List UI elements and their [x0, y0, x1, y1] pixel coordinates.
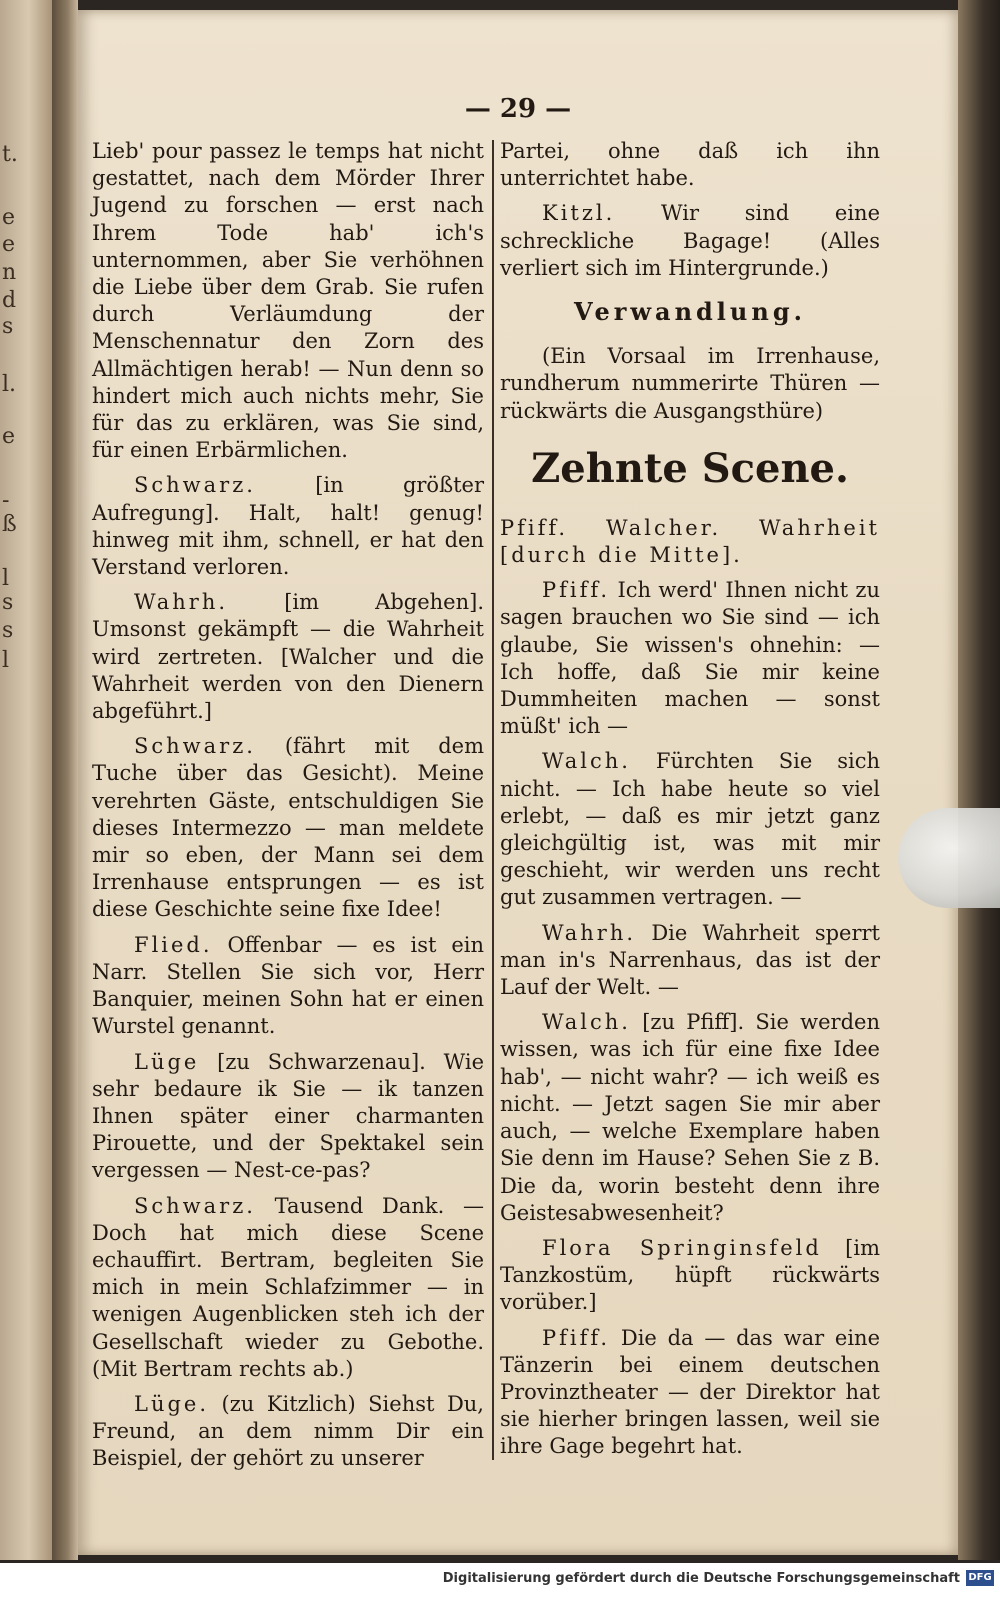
dialogue-paragraph	[500, 200, 880, 282]
right-text-column	[500, 138, 880, 1469]
speaker-name: Schwarz.	[134, 1193, 256, 1218]
dialogue-paragraph	[500, 577, 880, 740]
dialogue-paragraph	[92, 1193, 484, 1383]
speaker-name: Pfiff.	[542, 578, 611, 603]
credit-text: Digitalisierung gefördert durch die Deutsche Forschungsgemeinschaft	[442, 1571, 960, 1586]
speaker-name: Lüge	[134, 1049, 200, 1074]
facing-page-char: ß	[2, 512, 17, 537]
dialogue-paragraph	[92, 1391, 484, 1473]
facing-page-char: l	[2, 566, 10, 591]
facing-page-char: -	[2, 488, 10, 513]
dialogue-text: [im Abgehen]. Umsonst gekämpft — die Wahrheit wird zertreten. [Walcher und die Wahrheit werden von den Dienern abgeführt.]	[92, 590, 484, 724]
speaker-name: Flied.	[134, 932, 213, 957]
dialogue-paragraph	[92, 589, 484, 725]
page-shadow-edge	[958, 0, 1000, 1560]
scene-heading: Zehnte Scene.	[531, 444, 849, 492]
left-text-column	[92, 138, 484, 1481]
book-gutter	[52, 0, 78, 1560]
speaker-name: Wahrh.	[542, 920, 637, 945]
dialogue-text: (fährt mit dem Tuche über das Gesicht). Meine verehrten Gäste, entschuldigen Sie dieses Intermezzo — man meldete mir so eben, der Mann sei dem Irrenhause entsprungen — es ist diese Geschichte seine fixe Idee!	[92, 734, 484, 922]
facing-page-char: l.	[2, 372, 17, 397]
speaker-name: Schwarz.	[134, 734, 256, 759]
dialogue-paragraph	[500, 1325, 880, 1461]
text-paragraph: Partei, ohne daß ich ihn unterrichtet habe.	[500, 139, 880, 191]
facing-page-char: e	[2, 232, 16, 257]
dialogue-text: (zu Kitzlich) Siehst Du, Freund, an dem nimm Dir ein Beispiel, der gehört zu unserer	[92, 1391, 484, 1471]
dialogue-text: Die da — das war eine Tänzerin bei einem deutschen Provinztheater — der Direktor hat sie hierher bringen lassen, weil sie ihre Gage begehrt hat.	[500, 1325, 880, 1459]
dialogue-paragraph	[500, 1235, 880, 1317]
text-paragraph: Lieb' pour passez le temps hat nicht gestattet, nach dem Mörder Ihrer Jugend zu forschen — erst nach Ihrem Tode hab' ich's unternommen, aber Sie verhöhnen die Liebe über dem Grab. Sie rufen durch Verläumdung der Menschennatur den Zorn des Allmächtigen herab! — Nun denn so hindert mich auch nichts mehr, Sie für das zu erklären, was Sie sind, für einen Erbärmlichen.	[92, 139, 484, 463]
dialogue-text: Die Wahrheit sperrt man in's Narrenhaus, das ist der Lauf der Welt. —	[500, 920, 880, 1000]
dialogue-paragraph	[500, 920, 880, 1002]
speaker-name: Lüge.	[134, 1391, 210, 1416]
facing-page-char: l	[2, 648, 10, 673]
facing-page-char: t.	[2, 142, 18, 167]
page-number: — 29 —	[464, 94, 572, 124]
facing-page-edge	[0, 0, 52, 1560]
speaker-name: Walch.	[542, 749, 631, 774]
facing-page-char: d	[2, 288, 17, 313]
dialogue-text: Ich werd' Ihnen nicht zu sagen brauchen wo Sie sind — ich glaube, Sie wissen's ohnehin: — Ich hoffe, daß Sie mir keine Dummheiten machen — sonst müßt' ich —	[500, 578, 880, 739]
speaker-name: Kitzl.	[542, 201, 616, 226]
book-page	[78, 10, 958, 1555]
facing-page-char: e	[2, 424, 16, 449]
dialogue-text: [in größter Aufregung]. Halt, halt! genug! hinweg mit ihm, schnell, er hat den Verstand verloren.	[92, 473, 484, 580]
dialogue-text: [zu Pfiff]. Sie werden wissen, was ich für eine fixe Idee hab', — nicht wahr? — ich weiß es nicht. — Jetzt sagen Sie mir aber auch, — welche Exemplare haben Sie denn im Hause? Sehen Sie z B. Die da, worin besteht denn ihre Geistesabwesenheit?	[500, 1010, 880, 1225]
dialogue-text: [im Tanzkostüm, hüpft rückwärts vorüber.]	[500, 1235, 880, 1315]
facing-page-char: n	[2, 260, 17, 285]
footer-bar	[0, 1563, 1000, 1597]
dialogue-paragraph	[500, 1009, 880, 1227]
dialogue-text: Offenbar — es ist ein Narr. Stellen Sie sich vor, Herr Banquier, meinen Sohn hat er einen Wurstel genannt.	[92, 932, 484, 1039]
dialogue-paragraph	[92, 472, 484, 581]
column-divider	[492, 140, 494, 1460]
speaker-name: Pfiff.	[542, 1325, 611, 1350]
scanner-thumb	[898, 808, 1000, 908]
dialogue-paragraph	[92, 733, 484, 923]
facing-page-char: s	[2, 314, 14, 339]
dialogue-paragraph	[500, 748, 880, 911]
speaker-name: Wahrh.	[134, 590, 229, 615]
speaker-name: Walch.	[542, 1010, 631, 1035]
facing-page-char: s	[2, 590, 14, 615]
scene-change-heading: Verwandlung.	[574, 297, 806, 327]
dialogue-text: Tausend Dank. — Doch hat mich diese Scene echauffirt. Bertram, begleiten Sie mich in mein Schlafzimmer — in wenigen Augenblicken steh ich der Gesellschaft wieder zu Gebothe. (Mit Bertram rechts ab.)	[92, 1193, 484, 1381]
cast-list: Pfiff. Walcher. Wahrheit [durch die Mitte].	[500, 515, 880, 568]
speaker-name: Flora Springinsfeld	[542, 1235, 822, 1260]
dfg-logo: DFG	[966, 1570, 994, 1586]
facing-page-char: e	[2, 205, 16, 230]
dialogue-text: Wir sind eine schreckliche Bagage! (Alles verliert sich im Hintergrunde.)	[500, 201, 880, 280]
stage-direction: (Ein Vorsaal im Irrenhause, rundherum nummerirte Thüren — rückwärts die Ausgangsthüre)	[500, 344, 880, 423]
dialogue-text: [zu Schwarzenau]. Wie sehr bedaure ik Sie — ik tanzen Ihnen später einer charmanten Pirouette, und der Spektakel sein vergessen — Nest-ce-pas?	[92, 1049, 484, 1183]
facing-page-char: s	[2, 618, 14, 643]
speaker-name: Schwarz.	[134, 473, 256, 498]
dialogue-paragraph	[92, 1049, 484, 1185]
dialogue-text: Fürchten Sie sich nicht. — Ich habe heute so viel erlebt, — daß es mir jetzt ganz gleichgültig ist, was mit mir geschieht, wir werden uns recht gut zusammen vertragen. —	[500, 749, 880, 910]
dialogue-paragraph	[92, 932, 484, 1041]
